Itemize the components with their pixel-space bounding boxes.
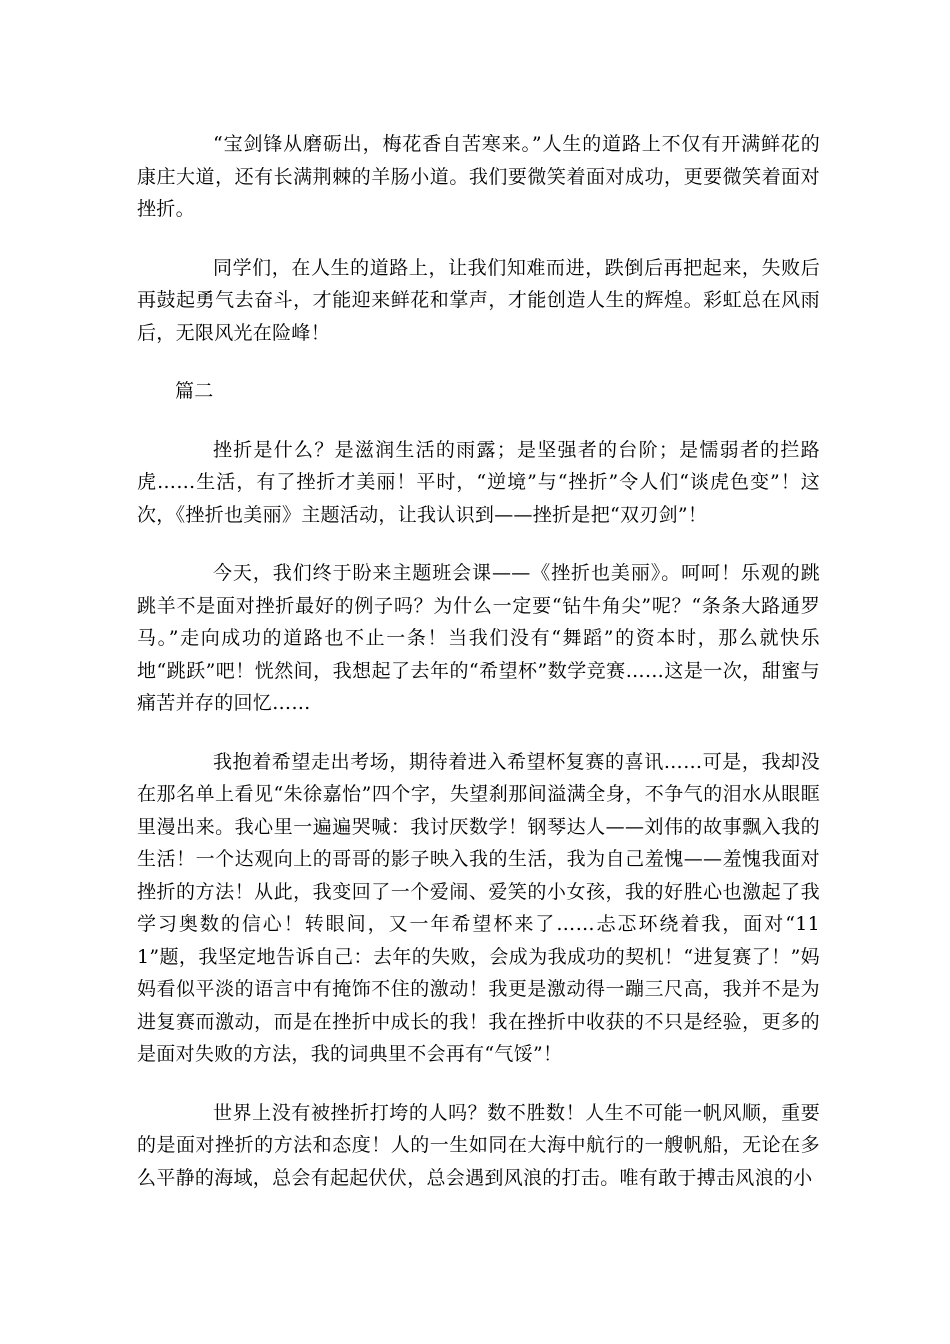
paragraph: 我抱着希望走出考场，期待着进入希望杯复赛的喜讯……可是，我却没在那名单上看见“朱徐嘉怡”四个字，失望刹那间溢满全身，不争气的泪水从眼眶里漫出来。我心里一遍遍哭喊：我讨厌数学！钢琴达人——刘伟的故事飘入我的生活！一个达观向上的哥哥的影子映入我的生活，我为自己羞愧——羞愧我面对挫折的方法！从此，我变回了一个爱闹、爱笑的小女孩，我的好胜心也激起了我学习奥数的信心！转眼间，又一年希望杯来了……忐忑环绕着我，面对“111”题，我坚定地告诉自己：去年的失败，会成为我成功的契机！“进复赛了！”妈妈看似平淡的语言中有掩饰不住的激动！我更是激动得一蹦三尺高，我并不是为进复赛而激动，而是在挫折中成长的我！我在挫折中收获的不只是经验，更多的是面对失败的方法，我的词典里不会再有“气馁”！ xyxy=(137,750,820,1065)
section-heading: 篇二 xyxy=(175,380,214,402)
paragraph: 挫折是什么？是滋润生活的雨露；是坚强者的台阶；是懦弱者的拦路虎……生活，有了挫折才美丽！平时，“逆境”与“挫折”令人们“谈虎色变”！这次，《挫折也美丽》主题活动，让我认识到——挫折是把“双刃剑”！ xyxy=(137,438,820,526)
paragraph: 世界上没有被挫折打垮的人吗？数不胜数！人生不可能一帆风顺，重要的是面对挫折的方法和态度！人的一生如同在大海中航行的一艘帆船，无论在多么平静的海域，总会有起起伏伏，总会遇到风浪的打击。唯有敢于搏击风浪的小 xyxy=(137,1101,820,1189)
document-body xyxy=(137,128,820,1220)
paragraph: “宝剑锋从磨砺出，梅花香自苦寒来。”人生的道路上不仅有开满鲜花的康庄大道，还有长满荆棘的羊肠小道。我们要微笑着面对成功，更要微笑着面对挫折。 xyxy=(137,133,820,220)
paragraph: 今天，我们终于盼来主题班会课——《挫折也美丽》。呵呵！乐观的跳跳羊不是面对挫折最好的例子吗？为什么一定要“钻牛角尖”呢？“条条大路通罗马。”走向成功的道路也不止一条！当我们没有“舞蹈”的资本时，那么就快乐地“跳跃”吧！恍然间，我想起了去年的“希望杯”数学竞赛……这是一次，甜蜜与痛苦并存的回忆…… xyxy=(137,562,820,714)
paragraph: 同学们，在人生的道路上，让我们知难而进，跌倒后再把起来，失败后再鼓起勇气去奋斗，才能迎来鲜花和掌声，才能创造人生的辉煌。彩虹总在风雨后，无限风光在险峰！ xyxy=(137,256,820,344)
